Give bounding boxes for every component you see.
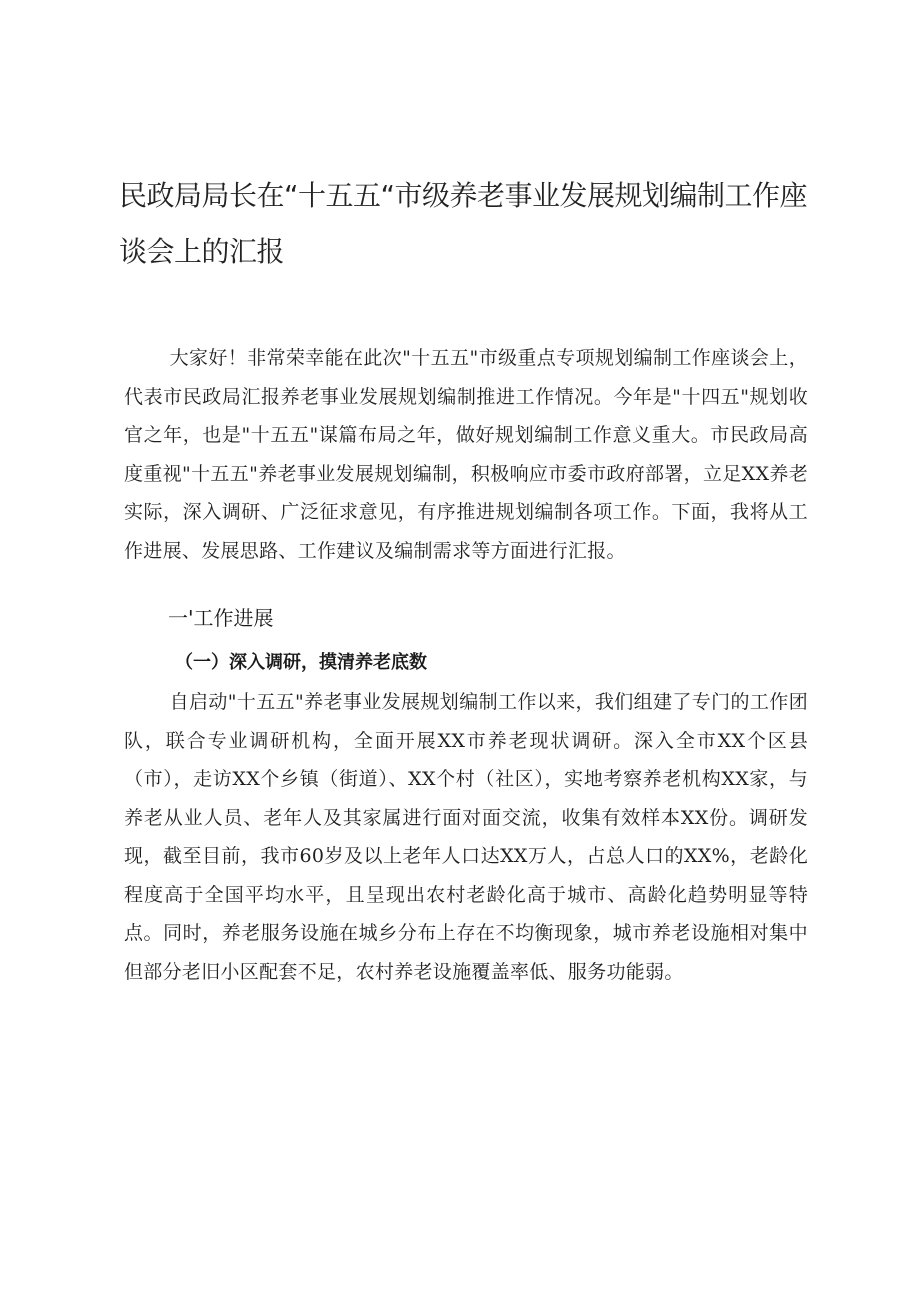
subsection-heading: （一）深入调研，摸清养老底数	[175, 652, 427, 673]
intro-paragraph: 大家好！非常荣幸能在此次"十五五"市级重点专项规划编制工作座谈会上，代表市民政局汇报养老事业发展规划编制推进工作情况。今年是"十四五"规划收官之年，也是"十五五"谋篇布局之年，做好规划编制工作意义重大。市民政局高度重视"十五五"养老事业发展规划编制，积极响应市委市政府部署，立足XX养老实际，深入调研、广泛征求意见，有序推进规划编制各项工作。下面，我将从工作进展、发展思路、工作建议及编制需求等方面进行汇报。	[124, 347, 808, 562]
document-title: 民政局局长在“十五五“市级养老事业发展规划编制工作座谈会上的汇报	[119, 179, 808, 268]
section-heading: 一'工作进展	[168, 606, 274, 630]
research-paragraph: 自启动"十五五"养老事业发展规划编制工作以来，我们组建了专门的工作团队，联合专业调研机构，全面开展XX市养老现状调研。深入全市XX个区县（市），走访XX个乡镇（街道）、XX个村（社区），实地考察养老机构XX家，与养老从业人员、老年人及其家属进行面对面交流，收集有效样本XX份。调研发现，截至目前，我市60岁及以上老年人口达XX万人，占总人口的XX%，老龄化程度高于全国平均水平，且呈现出农村老龄化高于城市、高龄化趋势明显等特点。同时，养老服务设施在城乡分布上存在不均衡现象，城市养老设施相对集中但部分老旧小区配套不足，农村养老设施覆盖率低、服务功能弱。	[124, 691, 808, 983]
